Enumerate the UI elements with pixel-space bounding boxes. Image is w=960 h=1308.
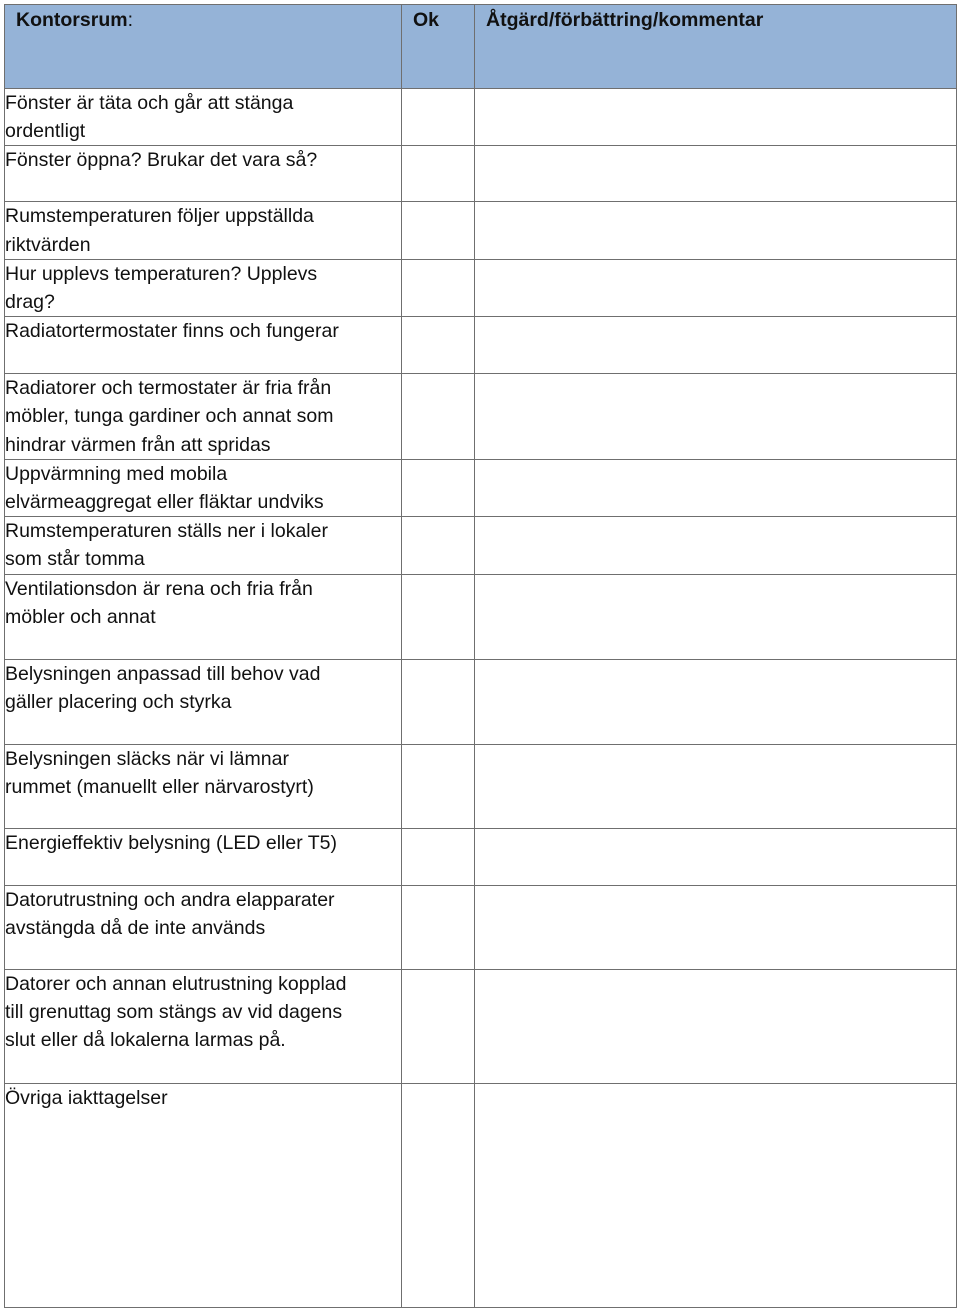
table-row (5, 374, 957, 460)
header-ok: Ok (402, 5, 475, 89)
header-room-type-colon: : (127, 9, 134, 31)
comment-cell[interactable] (475, 259, 957, 316)
table-row (5, 574, 957, 659)
checklist-item: Belysningen släcks när vi lämnar rummet (manuellt eller närvarostyrt) (5, 744, 402, 828)
ok-cell[interactable] (402, 659, 475, 744)
comment-cell[interactable] (475, 459, 957, 516)
table-row (5, 317, 957, 374)
comment-cell[interactable] (475, 202, 957, 259)
comment-cell[interactable] (475, 146, 957, 202)
checklist-item: Rumstemperaturen ställs ner i lokaler som står tomma (5, 517, 402, 574)
checklist-item: Radiatortermostater finns och fungerar (5, 317, 402, 374)
ok-cell[interactable] (402, 885, 475, 969)
table-row (5, 202, 957, 259)
checklist-item: Fönster är täta och går att stänga ordentligt (5, 89, 402, 146)
ok-cell[interactable] (402, 1083, 475, 1307)
table-row (5, 969, 957, 1083)
checklist-item: Energieffektiv belysning (LED eller T5) (5, 828, 402, 885)
ok-cell[interactable] (402, 744, 475, 828)
table-row (5, 459, 957, 516)
comment-cell[interactable] (475, 659, 957, 744)
comment-cell[interactable] (475, 374, 957, 460)
ok-cell[interactable] (402, 317, 475, 374)
comment-cell[interactable] (475, 885, 957, 969)
table-row (5, 259, 957, 316)
ok-cell[interactable] (402, 374, 475, 460)
comment-cell[interactable] (475, 89, 957, 146)
comment-cell[interactable] (475, 317, 957, 374)
ok-cell[interactable] (402, 969, 475, 1083)
comment-cell[interactable] (475, 1083, 957, 1307)
comment-cell[interactable] (475, 828, 957, 885)
checklist-item: Hur upplevs temperaturen? Upplevs drag? (5, 259, 402, 316)
ok-cell[interactable] (402, 146, 475, 202)
ok-cell[interactable] (402, 517, 475, 574)
table-row (5, 744, 957, 828)
checklist-item: Radiatorer och termostater är fria från möbler, tunga gardiner och annat som hindrar värmen från att spridas (5, 374, 402, 460)
checklist-item: Belysningen anpassad till behov vad gäller placering och styrka (5, 659, 402, 744)
table-row (5, 828, 957, 885)
table-row (5, 146, 957, 202)
comment-cell[interactable] (475, 517, 957, 574)
checklist-item: Övriga iakttagelser (5, 1083, 402, 1307)
header-action-comment: Åtgärd/förbättring/kommentar (475, 5, 957, 89)
ok-cell[interactable] (402, 828, 475, 885)
comment-cell[interactable] (475, 744, 957, 828)
checklist-item: Datorutrustning och andra elapparater avstängda då de inte används (5, 885, 402, 969)
table-row (5, 517, 957, 574)
table-row (5, 1083, 957, 1307)
checklist-item: Uppvärmning med mobila elvärmeaggregat eller fläktar undviks (5, 459, 402, 516)
ok-cell[interactable] (402, 259, 475, 316)
checklist-item: Rumstemperaturen följer uppställda riktvärden (5, 202, 402, 259)
ok-cell[interactable] (402, 459, 475, 516)
header-row (5, 5, 957, 89)
checklist-item: Ventilationsdon är rena och fria från möbler och annat (5, 574, 402, 659)
comment-cell[interactable] (475, 574, 957, 659)
checklist-item: Fönster öppna? Brukar det vara så? (5, 146, 402, 202)
header-room-type (5, 5, 402, 89)
ok-cell[interactable] (402, 202, 475, 259)
table-row (5, 885, 957, 969)
ok-cell[interactable] (402, 89, 475, 146)
header-room-type-label: Kontorsrum (16, 9, 128, 31)
table-row (5, 659, 957, 744)
table-row (5, 89, 957, 146)
checklist-table (4, 4, 957, 1308)
checklist-item: Datorer och annan elutrustning kopplad till grenuttag som stängs av vid dagens slut eller då lokalerna larmas på. (5, 969, 402, 1083)
comment-cell[interactable] (475, 969, 957, 1083)
ok-cell[interactable] (402, 574, 475, 659)
